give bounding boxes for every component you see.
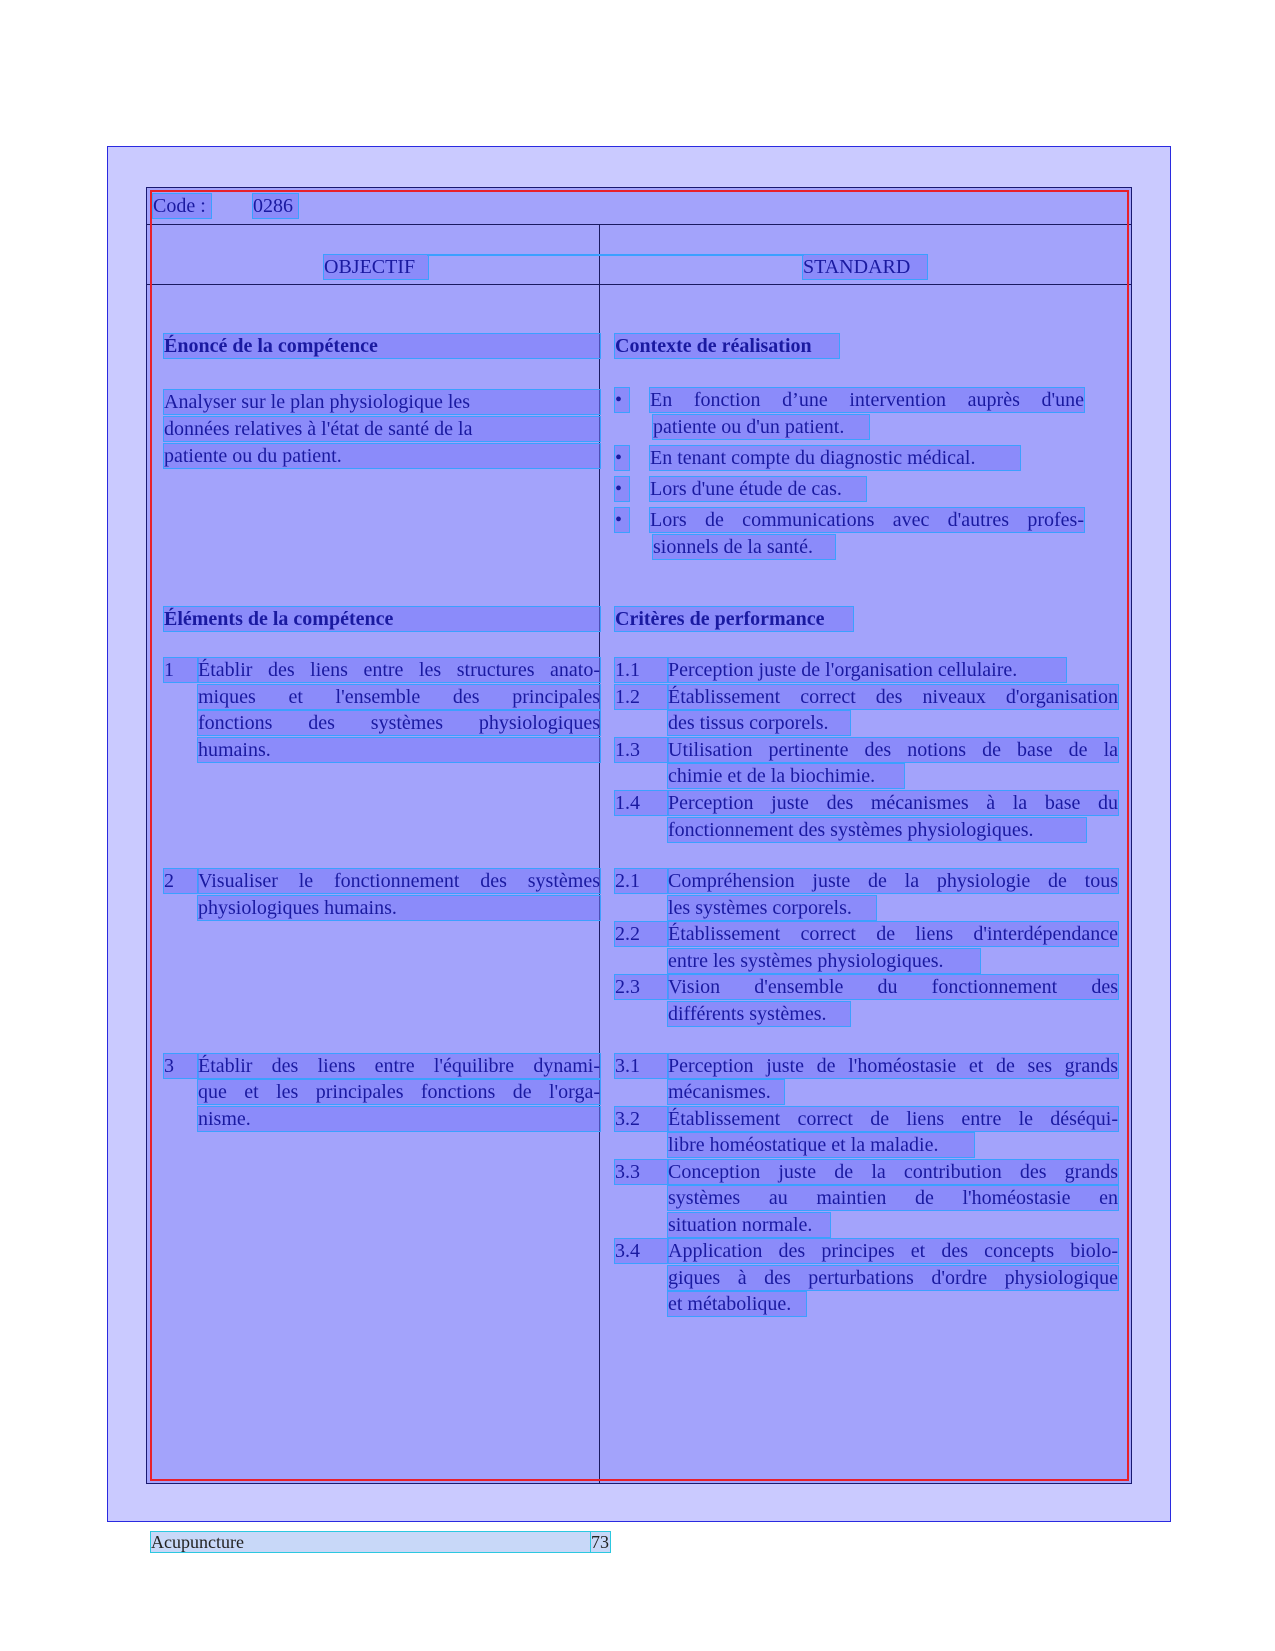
contexte-item: sionnels de la santé. — [653, 535, 835, 559]
critere-number: 1.1 — [615, 658, 668, 682]
critere-number: 1.3 — [615, 738, 668, 762]
element-line: physiologiques humains. — [198, 896, 600, 920]
element-line: humains. — [198, 738, 600, 762]
critere-number: 1.4 — [615, 791, 668, 815]
enonce-line: Analyser sur le plan physiologique les — [164, 390, 600, 414]
element-line: miques et l'ensemble des principales — [198, 686, 600, 708]
critere-line: libre homéostatique et la maladie. — [668, 1133, 974, 1157]
bullet-icon: • — [615, 508, 629, 532]
critere-line: des tissus corporels. — [668, 711, 850, 735]
critere-line: Perception juste des mécanismes à la base du — [668, 792, 1118, 814]
enonce-title: Énoncé de la compétence — [164, 334, 600, 358]
critere-line: Établissement correct des niveaux d'organisation — [668, 686, 1118, 708]
contexte-title: Contexte de réalisation — [615, 334, 839, 358]
critere-line: Établissement correct de liens d'interdépendance — [668, 923, 1118, 945]
critere-line: et métabolique. — [668, 1292, 806, 1316]
contexte-item: Lors de communications avec d'autres profes- — [650, 509, 1084, 531]
header-objectif: OBJECTIF — [324, 255, 428, 279]
enonce-line: patiente ou du patient. — [164, 444, 600, 468]
bullet-icon: • — [615, 477, 629, 501]
contexte-item: En fonction d’une intervention auprès d'une — [650, 389, 1084, 411]
element-line: Visualiser le fonctionnement des systèmes — [198, 870, 600, 892]
criteres-title: Critères de performance — [615, 607, 853, 631]
footer-title: Acupuncture — [151, 1532, 591, 1552]
critere-number: 1.2 — [615, 685, 668, 709]
critere-line: Perception juste de l'homéostasie et de ses grands — [668, 1055, 1118, 1077]
contexte-item: Lors d'une étude de cas. — [650, 477, 866, 501]
table-divider-code — [147, 224, 1131, 225]
elements-title: Éléments de la compétence — [164, 607, 600, 631]
critere-line: différents systèmes. — [668, 1002, 850, 1026]
header-standard: STANDARD — [803, 255, 927, 279]
element-number: 1 — [164, 658, 198, 682]
critere-line: chimie et de la biochimie. — [668, 764, 904, 788]
table-divider-header — [147, 284, 1131, 285]
element-line: Établir des liens entre l'équilibre dynami- — [198, 1055, 600, 1077]
element-line: Établir des liens entre les structures anato- — [198, 659, 600, 681]
critere-number: 2.3 — [615, 975, 668, 999]
code-label: Code : — [153, 194, 211, 218]
page-number: 73 — [591, 1532, 609, 1552]
contexte-item: patiente ou d'un patient. — [653, 415, 869, 439]
critere-line: situation normale. — [668, 1213, 830, 1237]
critere-line: mécanismes. — [668, 1080, 784, 1104]
critere-line: giques à des perturbations d'ordre physiologique — [668, 1267, 1118, 1289]
contexte-item: En tenant compte du diagnostic médical. — [650, 446, 1020, 470]
critere-number: 2.2 — [615, 922, 668, 946]
code-value: 0286 — [253, 194, 298, 218]
critere-number: 3.1 — [615, 1054, 668, 1078]
critere-line: Compréhension juste de la physiologie de tous — [668, 870, 1118, 892]
critere-line: Établissement correct de liens entre le déséqui- — [668, 1108, 1118, 1130]
critere-line: Utilisation pertinente des notions de base de la — [668, 739, 1118, 761]
critere-line: systèmes au maintien de l'homéostasie en — [668, 1187, 1118, 1209]
element-line: nisme. — [198, 1107, 600, 1131]
element-number: 3 — [164, 1054, 198, 1078]
critere-number: 3.4 — [615, 1239, 668, 1263]
element-line: que et les principales fonctions de l'orga- — [198, 1081, 600, 1103]
critere-line: Vision d'ensemble du fonctionnement des — [668, 976, 1118, 998]
critere-line: Perception juste de l'organisation cellulaire. — [668, 658, 1066, 682]
element-line: fonctions des systèmes physiologiques — [198, 712, 600, 734]
element-number: 2 — [164, 869, 198, 893]
critere-line: fonctionnement des systèmes physiologiques. — [668, 818, 1086, 842]
critere-number: 2.1 — [615, 869, 668, 893]
critere-line: Application des principes et des concepts biolo- — [668, 1240, 1118, 1262]
bullet-icon: • — [615, 446, 629, 470]
bullet-icon: • — [615, 388, 629, 412]
critere-line: Conception juste de la contribution des grands — [668, 1161, 1118, 1183]
critere-line: entre les systèmes physiologiques. — [668, 949, 980, 973]
critere-number: 3.2 — [615, 1107, 668, 1131]
critere-number: 3.3 — [615, 1160, 668, 1184]
enonce-line: données relatives à l'état de santé de la — [164, 417, 600, 441]
critere-line: les systèmes corporels. — [668, 896, 876, 920]
